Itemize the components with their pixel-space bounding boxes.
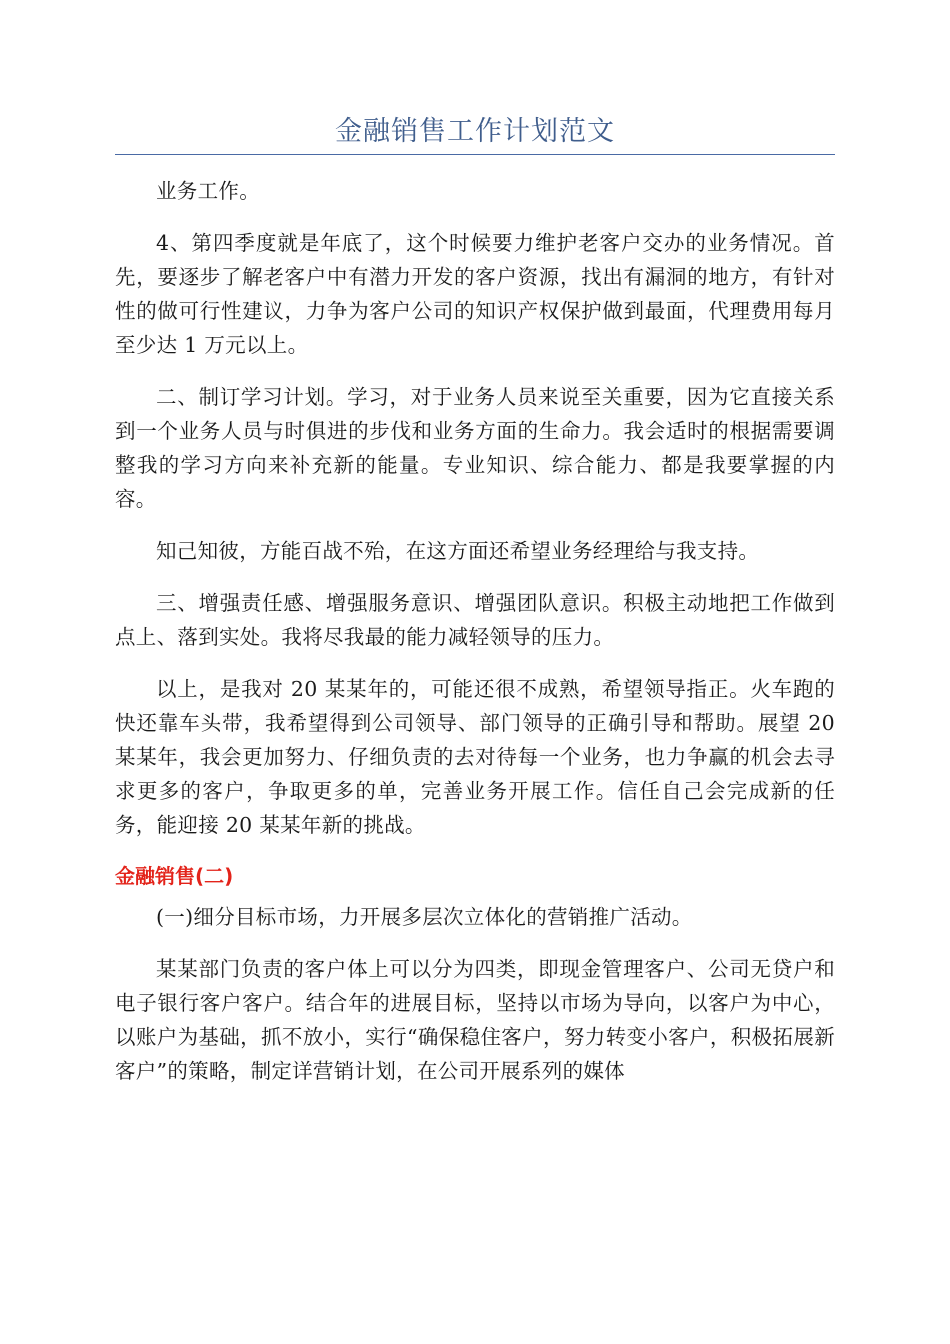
paragraph-2: 4、第四季度就是年底了，这个时候要力维护老客户交办的业务情况。首先，要逐步了解老客户中有潜力开发的客户资源，找出有漏洞的地方，有针对性的做可行性建议，力争为客户公司的知识产权保护做到最面，代理费用每月至少达 1 万元以上。 bbox=[115, 231, 835, 357]
paragraph-3: 二、制订学习计划。学习，对于业务人员来说至关重要，因为它直接关系到一个业务人员与时俱进的步伐和业务方面的生命力。我会适时的根据需要调整我的学习方向来补充新的能量。专业知识、综合能力、都是我要掌握的内容。 bbox=[115, 385, 835, 511]
paragraph-5: 三、增强责任感、增强服务意识、增强团队意识。积极主动地把工作做到点上、落到实处。我将尽我最的能力减轻领导的压力。 bbox=[115, 591, 835, 649]
paragraph-6: 以上，是我对 20 某某年的，可能还很不成熟，希望领导指正。火车跑的快还靠车头带，我希望得到公司领导、部门领导的正确引导和帮助。展望 20 某某年，我会更加努力、仔细负责的去对待每一个业务，也力争赢的机会去寻求更多的客户，争取更多的单，完善业务开展工作。信任自己会完成新的任务，能迎接 20 某某年新的挑战。 bbox=[115, 677, 835, 837]
title-underline bbox=[115, 154, 835, 155]
paragraph-1: 业务工作。 bbox=[156, 179, 260, 203]
paragraph-7: (一)细分目标市场，力开展多层次立体化的营销推广活动。 bbox=[156, 905, 693, 929]
paragraph-8: 某某部门负责的客户体上可以分为四类，即现金管理客户、公司无贷户和电子银行客户客户。结合年的进展目标，坚持以市场为导向，以客户为中心，以账户为基础，抓不放小，实行“确保稳住客户，努力转变小客户，积极拓展新客户”的策略，制定详营销计划，在公司开展系列的媒体 bbox=[115, 957, 835, 1083]
paragraph-4: 知己知彼，方能百战不殆，在这方面还希望业务经理给与我支持。 bbox=[156, 539, 760, 563]
document-title: 金融销售工作计划范文 bbox=[335, 116, 615, 147]
section-heading: 金融销售(二) bbox=[115, 864, 234, 888]
document-body bbox=[115, 174, 835, 1106]
